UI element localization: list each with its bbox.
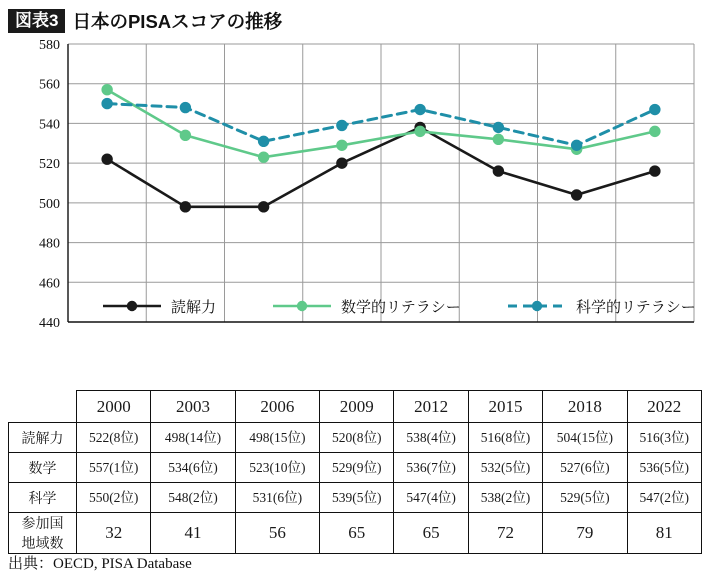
y-axis-tick-label: 540 [39,117,60,133]
table-row-header-line2: 地域数 [21,537,64,552]
series-point-1-5 [493,134,503,144]
series-point-2-4 [415,104,425,114]
table-cell: 498(14位) [151,423,235,453]
series-point-1-7 [650,126,660,136]
series-point-0-7 [650,166,660,176]
table-col-header: 2012 [394,391,468,423]
table-cell: 41 [151,513,235,554]
series-point-1-2 [258,152,268,162]
table-cell: 538(2位) [468,483,542,513]
table-col-header: 2000 [77,391,151,423]
table-cell: 550(2位) [77,483,151,513]
legend-marker-0 [127,301,137,311]
data-table-wrap [8,390,702,554]
table-cell: 539(5位) [320,483,394,513]
legend-marker-2 [532,301,542,311]
table-cell: 32 [77,513,151,554]
series-point-1-0 [102,84,112,94]
table-col-header: 2018 [543,391,627,423]
y-axis-tick-label: 480 [39,236,60,252]
y-axis-tick-label: 520 [39,157,60,173]
y-axis-tick-label: 460 [39,276,60,292]
series-point-1-1 [180,130,190,140]
y-axis-tick-label: 440 [39,316,60,331]
series-point-2-0 [102,98,112,108]
y-axis-tick-label: 500 [39,196,60,212]
data-table [8,390,702,554]
table-row-header [9,513,77,554]
table-cell: 516(3位) [627,423,701,453]
series-point-2-1 [180,102,190,112]
page-title: 日本のPISAスコアの推移 [72,11,283,32]
table-row [9,513,702,554]
legend-label-0: 読解力 [171,300,217,316]
table-row [9,483,702,513]
y-axis-tick-label: 580 [39,38,60,53]
series-point-2-3 [337,120,347,130]
table-row-header: 数学 [9,453,77,483]
table-cell: 529(9位) [320,453,394,483]
table-row [9,453,702,483]
table-row-header-line1: 参加国 [21,517,64,532]
table-header-row [9,391,702,423]
table-cell: 527(6位) [543,453,627,483]
table-cell: 79 [543,513,627,554]
table-cell: 65 [394,513,468,554]
table-cell: 72 [468,513,542,554]
table-row [9,423,702,453]
table-cell: 548(2位) [151,483,235,513]
series-point-2-2 [258,136,268,146]
series-point-1-4 [415,126,425,136]
table-col-header: 2015 [468,391,542,423]
table-cell: 538(4位) [394,423,468,453]
table-col-header: 2003 [151,391,235,423]
table-row-header: 科学 [9,483,77,513]
table-cell: 529(5位) [543,483,627,513]
table-cell: 520(8位) [320,423,394,453]
series-point-2-7 [650,104,660,114]
table-col-header: 2022 [627,391,701,423]
table-cell: 531(6位) [235,483,319,513]
table-cell: 522(8位) [77,423,151,453]
table-cell: 65 [320,513,394,554]
table-cell: 532(5位) [468,453,542,483]
table-col-header: 2009 [320,391,394,423]
table-cell: 498(15位) [235,423,319,453]
series-point-0-2 [258,202,268,212]
series-point-0-3 [337,158,347,168]
line-chart [8,38,702,368]
y-axis-tick-label: 560 [39,77,60,93]
series-point-2-6 [571,140,581,150]
table-cell: 534(6位) [151,453,235,483]
table-cell: 547(2位) [627,483,701,513]
table-cell: 536(5位) [627,453,701,483]
table-cell: 557(1位) [77,453,151,483]
legend-label-2: 科学的リテラシー [576,300,696,316]
chart-svg [8,38,702,368]
table-cell: 536(7位) [394,453,468,483]
series-point-0-0 [102,154,112,164]
series-point-0-6 [571,190,581,200]
series-point-2-5 [493,122,503,132]
table-cell: 81 [627,513,701,554]
table-cell: 56 [235,513,319,554]
table-cell: 523(10位) [235,453,319,483]
table-cell: 547(4位) [394,483,468,513]
figure-title-bar [8,8,282,34]
legend-label-1: 数学的リテラシー [341,300,461,316]
series-point-0-5 [493,166,503,176]
series-point-1-3 [337,140,347,150]
table-cell: 504(15位) [543,423,627,453]
table-cell: 516(8位) [468,423,542,453]
source-note: 出典：OECD, PISA Database [8,556,192,572]
figure-number-badge: 図表3 [8,9,65,34]
table-row-header: 読解力 [9,423,77,453]
series-point-0-1 [180,202,190,212]
table-col-header: 2006 [235,391,319,423]
table-corner-cell [9,391,77,423]
legend-marker-1 [297,301,307,311]
